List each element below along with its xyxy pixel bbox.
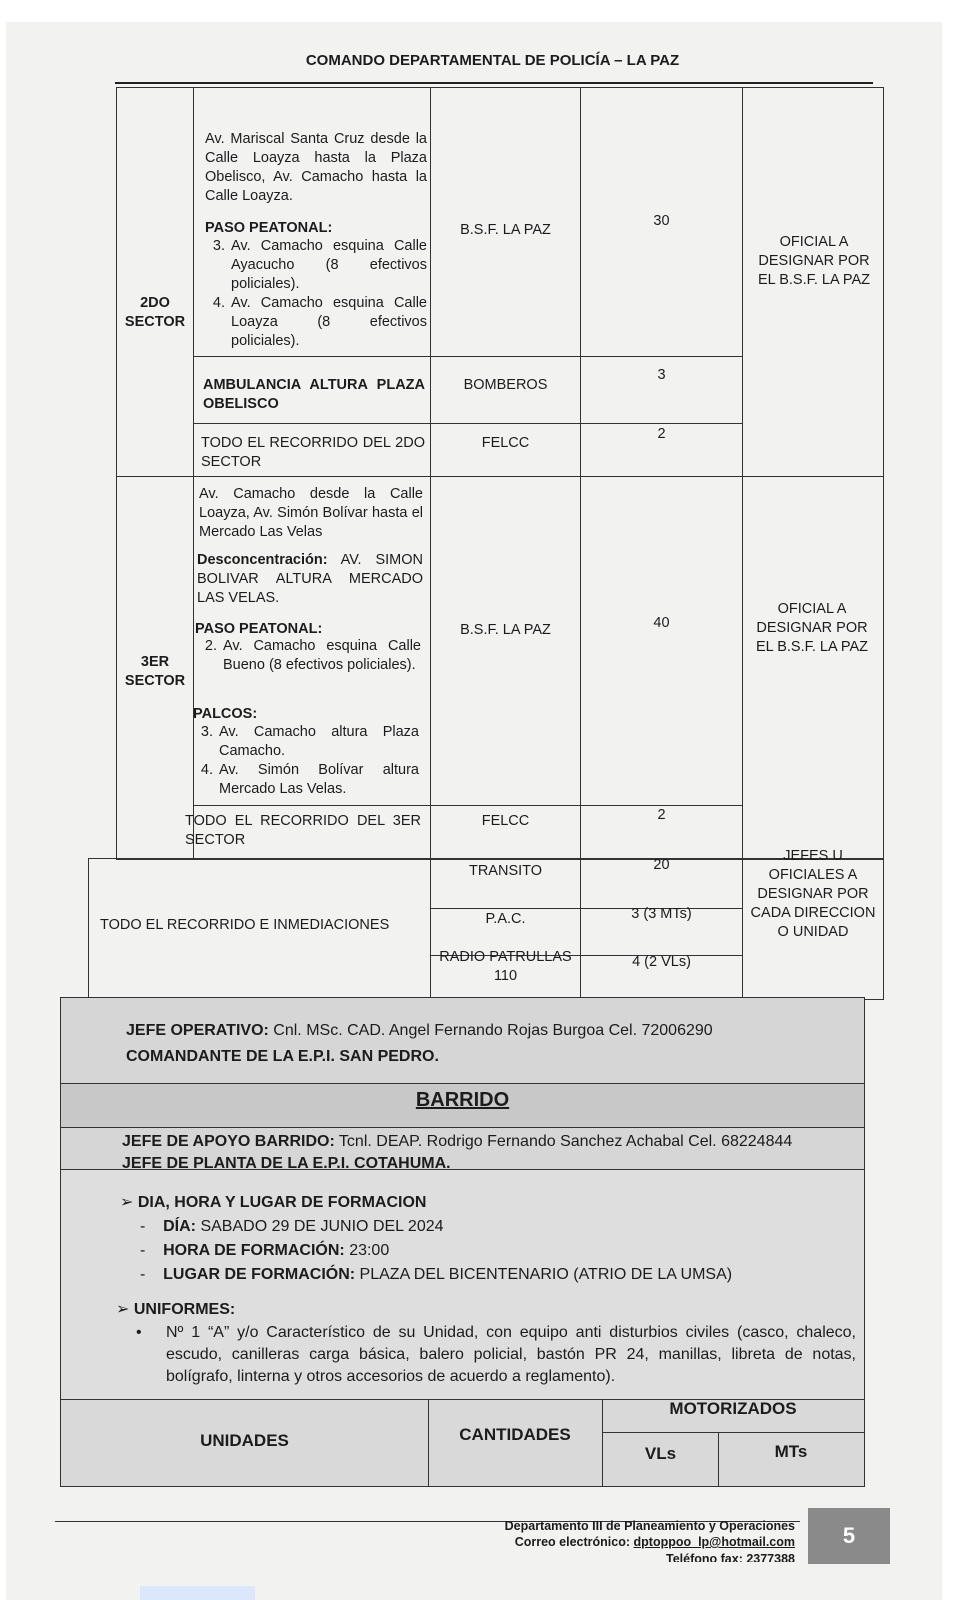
sector-2-paso-title: PASO PEATONAL: xyxy=(205,220,333,236)
sector-2-recorrido: TODO EL RECORRIDO DEL 2DO SECTOR xyxy=(201,435,425,470)
sector-3-palcos-title: PALCOS: xyxy=(193,706,258,722)
jefe-operativo xyxy=(126,1020,856,1042)
divider xyxy=(193,423,742,424)
footer xyxy=(440,1518,795,1562)
general-responsible: JEFES U OFICIALES A DESIGNAR POR CADA DIRECCION O UNIDAD xyxy=(750,848,876,940)
formacion-hora: - HORA DE FORMACIÓN: 23:00 xyxy=(140,1242,390,1259)
divider xyxy=(580,87,581,1000)
footer-email-link[interactable]: dptoppoo_lp@hotmail.com xyxy=(633,1535,795,1549)
sector-2-unit: B.S.F. LA PAZ xyxy=(460,222,551,238)
sector-3-unit: B.S.F. LA PAZ xyxy=(460,622,551,638)
dash-bullet-icon: - xyxy=(140,1242,164,1259)
list-item: 2. Av. Camacho esquina Calle Bueno (8 efectivos policiales). xyxy=(221,637,421,675)
desconcentracion-text: AV. SIMON BOLIVAR ALTURA MERCADO LAS VELAS. xyxy=(197,552,423,606)
col-motorizados: MOTORIZADOS xyxy=(669,1399,797,1418)
general-label: TODO EL RECORRIDO E INMEDIACIONES xyxy=(100,917,390,933)
dash-bullet-icon: - xyxy=(140,1218,164,1235)
jefe-operativo-label: JEFE OPERATIVO: xyxy=(126,1022,269,1039)
bottom-overlay-bar xyxy=(140,1586,255,1600)
sector-2-bomberos-qty: 3 xyxy=(657,367,666,383)
sector-2-route: Av. Mariscal Santa Cruz desde la Calle Loayza hasta la Plaza Obelisco, Av. Camacho hasta la Calle Loayza. xyxy=(205,131,427,204)
sector-3-responsible: OFICIAL A DESIGNAR POR EL B.S.F. LA PAZ xyxy=(755,601,869,655)
sector-2-quantity: 30 xyxy=(653,213,670,229)
col-vls: VLs xyxy=(644,1444,677,1463)
jefe-barrido xyxy=(122,1131,860,1153)
sector-3-quantity: 40 xyxy=(653,615,670,631)
jefe-barrido-text: Tcnl. DEAP. Rodrigo Fernando Sanchez Achabal Cel. 68224844 xyxy=(338,1133,793,1150)
col-cantidades: CANTIDADES xyxy=(459,1425,571,1444)
divider xyxy=(116,476,884,477)
document-header: COMANDO DEPARTAMENTAL DE POLICÍA – LA PAZ xyxy=(305,52,680,69)
jefe-barrido-label: JEFE DE APOYO BARRIDO: xyxy=(122,1133,335,1150)
sector-2-felcc-qty: 2 xyxy=(657,426,666,442)
formacion-title: ➢ DIA, HORA Y LUGAR DE FORMACION xyxy=(120,1194,427,1211)
divider xyxy=(430,87,431,1000)
sector-3-label: 3ER SECTOR xyxy=(124,654,186,689)
desconcentracion-label: Desconcentración: xyxy=(197,552,328,568)
footer-phone: Teléfono fax: 2377388 xyxy=(666,1552,795,1562)
general-unit: P.A.C. xyxy=(485,911,526,927)
sector-3-paso-list xyxy=(197,637,421,675)
uniformes-title: ➢ UNIFORMES: xyxy=(116,1301,236,1318)
dot-bullet-icon: • xyxy=(136,1324,142,1341)
divider xyxy=(428,1399,429,1487)
sector-3-recorrido: TODO EL RECORRIDO DEL 3ER SECTOR xyxy=(185,813,421,848)
top-band xyxy=(0,0,979,22)
divider xyxy=(742,87,743,1000)
uniformes-text: Nº 1 “A” y/o Característico de su Unidad, con equipo anti disturbios civiles (casco, chaleco, escudo, canilleras carga básica, balero policial, bastón PR 24, manillas, libreta de notas, bolígrafo, linterna y otros accesorios de acuerdo a reglamento). xyxy=(166,1324,856,1385)
sector-3-palcos-list xyxy=(193,723,419,799)
jefe-operativo-role: COMANDANTE DE LA E.P.I. SAN PEDRO. xyxy=(126,1048,439,1065)
general-qty: 4 (2 VLs) xyxy=(632,954,691,970)
divider xyxy=(193,356,742,357)
footer-department: Departamento III de Planeamiento y Operaciones xyxy=(504,1519,795,1533)
sector-2-ambulancia: AMBULANCIA ALTURA PLAZA OBELISCO xyxy=(203,377,425,412)
list-item: 4. Av. Simón Bolívar altura Mercado Las Velas. xyxy=(217,761,419,799)
arrow-bullet-icon: ➢ xyxy=(120,1194,138,1211)
sector-2-label: 2DO SECTOR xyxy=(124,295,186,330)
general-qty: 20 xyxy=(653,857,670,873)
sector-2-responsible: OFICIAL A DESIGNAR POR EL B.S.F. LA PAZ xyxy=(757,234,871,288)
divider xyxy=(602,1432,864,1433)
col-unidades: UNIDADES xyxy=(200,1431,289,1450)
sector-3-felcc-qty: 2 xyxy=(657,807,666,823)
col-mts: MTs xyxy=(774,1442,808,1461)
general-qty: 3 (3 MTs) xyxy=(631,906,692,922)
sector-3-desconcentracion xyxy=(197,551,423,608)
general-unit: TRANSITO xyxy=(468,863,543,879)
arrow-bullet-icon: ➢ xyxy=(116,1301,134,1318)
list-item: 3. Av. Camacho esquina Calle Ayacucho (8 efectivos policiales). xyxy=(229,237,427,294)
jefe-operativo-text: Cnl. MSc. CAD. Angel Fernando Rojas Burgoa Cel. 72006290 xyxy=(273,1022,713,1039)
sector-3-felcc: FELCC xyxy=(481,813,530,829)
general-unit: RADIO PATRULLAS 110 xyxy=(439,949,572,984)
sector-2-felcc: FELCC xyxy=(481,435,530,451)
barrido-title: BARRIDO xyxy=(415,1089,510,1111)
sector-2-paso-list xyxy=(205,237,427,351)
footer-email-line: Correo electrónico: dptoppoo_lp@hotmail.com xyxy=(514,1535,795,1549)
dash-bullet-icon: - xyxy=(140,1266,164,1283)
formacion-lugar: - LUGAR DE FORMACIÓN: PLAZA DEL BICENTENARIO (ATRIO DE LA UMSA) xyxy=(140,1266,733,1283)
page-number: 5 xyxy=(808,1508,890,1564)
list-item: 3. Av. Camacho altura Plaza Camacho. xyxy=(217,723,419,761)
header-rule xyxy=(115,82,873,84)
divider xyxy=(602,1399,603,1487)
sector-3-paso-title: PASO PEATONAL: xyxy=(195,621,323,637)
formacion-dia: - DÍA: SABADO 29 DE JUNIO DEL 2024 xyxy=(140,1218,444,1235)
list-item: 4. Av. Camacho esquina Calle Loayza (8 efectivos policiales). xyxy=(229,294,427,351)
divider xyxy=(718,1432,719,1487)
sector-2-bomberos: BOMBEROS xyxy=(463,377,548,393)
jefe-barrido-role: JEFE DE PLANTA DE LA E.P.I. COTAHUMA. xyxy=(122,1155,451,1172)
sector-3-route: Av. Camacho desde la Calle Loayza, Av. Simón Bolívar hasta el Mercado Las Velas xyxy=(199,486,423,540)
